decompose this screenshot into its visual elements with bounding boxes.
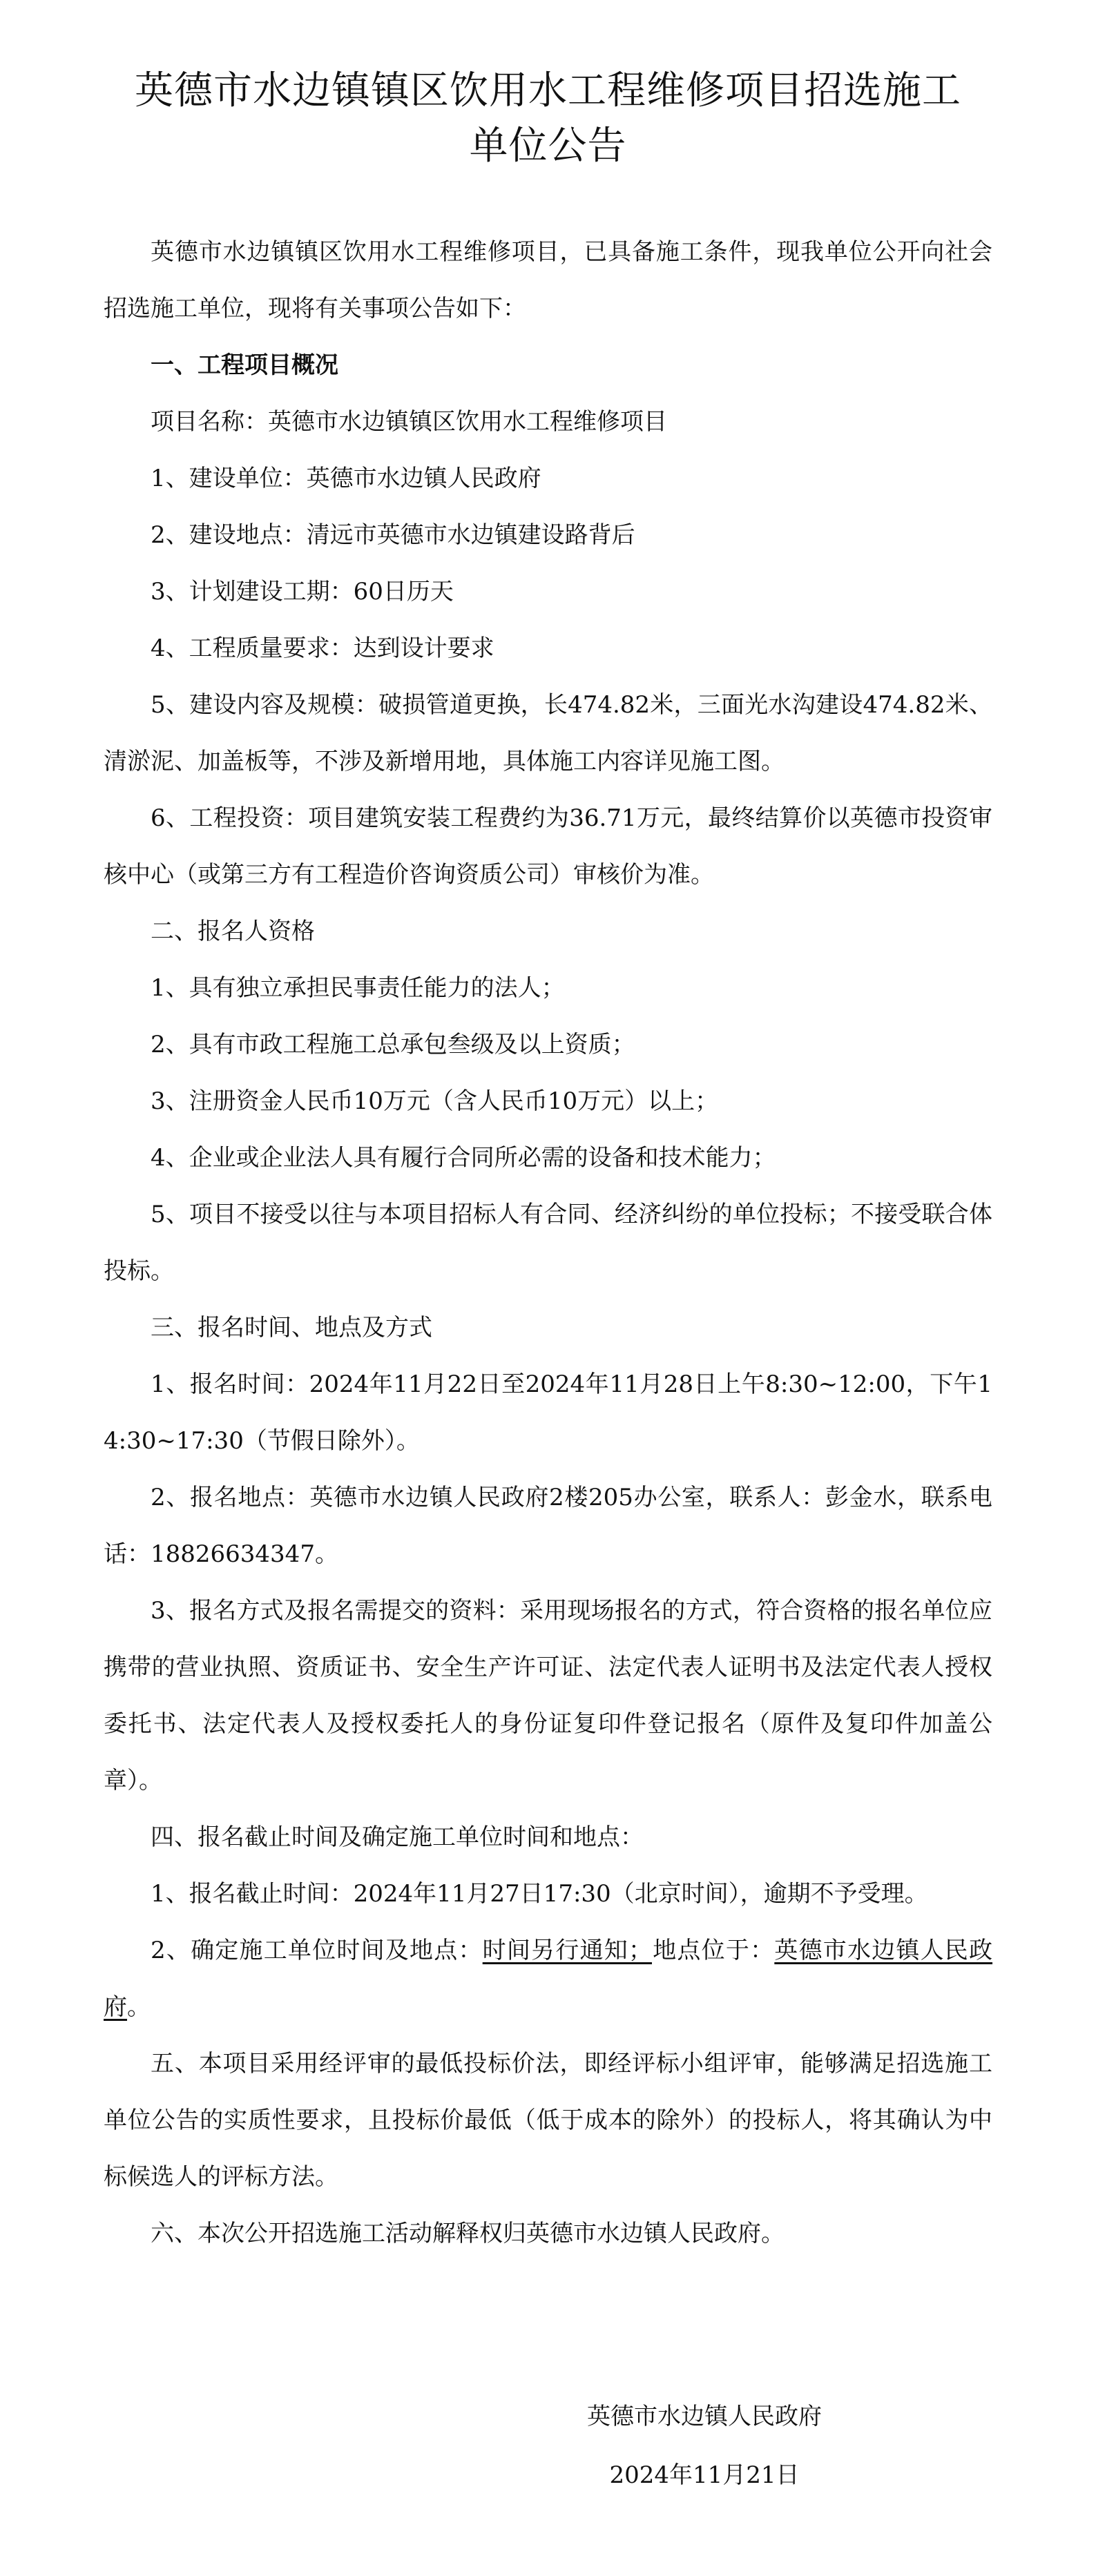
section-6-paragraph: 六、本次公开招选施工活动解释权归英德市水边镇人民政府。 [151,2220,785,2247]
signature-date: 2024年11月21日 [609,2461,800,2489]
registration-time: 1、报名时间：2024年11月22日至2024年11月28日上午8:30~12:00，下午14:30~17:30（节假日除外）。 [104,1371,992,1455]
page-title [104,64,992,174]
qualification-item: 1、具有独立承担民事责任能力的法人； [151,974,565,1002]
qualification-item: 2、具有市政工程施工总承包叁级及以上资质； [151,1031,635,1058]
determination-mid: 地点位于： [651,1937,775,1964]
determination-prefix: 2、确定施工单位时间及地点： [151,1937,483,1964]
qualification-item: 3、注册资金人民币10万元（含人民币10万元）以上； [151,1087,719,1115]
construction-unit: 1、建设单位：英德市水边镇人民政府 [151,465,541,492]
construction-site: 2、建设地点：清远市英德市水边镇建设路背后 [151,521,635,549]
registration-deadline: 1、报名截止时间：2024年11月27日17:30（北京时间），逾期不予受理。 [151,1880,928,1908]
section-5-paragraph: 五、本项目采用经评审的最低投标价法，即经评标小组评审，能够满足招选施工单位公告的实质性要求，且投标价最低（低于成本的除外）的投标人，将其确认为中标候选人的评标方法。 [104,2050,992,2191]
section-1-heading: 一、工程项目概况 [151,351,338,379]
title-line-2: 单位公告 [469,124,627,168]
intro-paragraph: 英德市水边镇镇区饮用水工程维修项目，已具备施工条件，现我单位公开向社会招选施工单位，现将有关事项公告如下： [104,238,992,322]
section-3-heading: 三、报名时间、地点及方式 [151,1314,432,1342]
determination-time: 时间另行通知； [482,1937,652,1964]
construction-scope: 5、建设内容及规模：破损管道更换，长474.82米，三面光水沟建设474.82米、清淤泥、加盖板等，不涉及新增用地，具体施工内容详见施工图。 [104,691,992,775]
signature-organization: 英德市水边镇人民政府 [587,2403,822,2430]
title-line-1: 英德市水边镇镇区饮用水工程维修项目招选施工 [135,68,961,113]
registration-method: 3、报名方式及报名需提交的资料：采用现场报名的方式，符合资格的报名单位应携带的营业执照、资质证书、安全生产许可证、法定代表人证明书及法定代表人授权委托书、法定代表人及授权委托人的身份证复印件登记报名（原件及复印件加盖公章）。 [104,1597,992,1794]
project-name: 项目名称：英德市水边镇镇区饮用水工程维修项目 [151,408,667,436]
section-4-heading: 四、报名截止时间及确定施工单位时间和地点： [151,1823,644,1851]
section-2-heading: 二、报名人资格 [151,918,315,945]
qualification-item: 5、项目不接受以往与本项目招标人有合同、经济纠纷的单位投标；不接受联合体投标。 [104,1201,992,1285]
determination-time-place [104,1922,992,2035]
determination-place: 英德市水边镇人民政府 [104,1937,993,2021]
determination-end: 。 [127,1993,151,2021]
registration-place: 2、报名地点：英德市水边镇人民政府2楼205办公室，联系人：彭金水，联系电话：18826634347。 [104,1484,992,1568]
project-investment: 6、工程投资：项目建筑安装工程费约为36.71万元，最终结算价以英德市投资审核中心（或第三方有工程造价咨询资质公司）审核价为准。 [104,804,992,889]
construction-period: 3、计划建设工期：60日历天 [151,578,454,606]
qualification-item: 4、企业或企业法人具有履行合同所必需的设备和技术能力； [151,1144,776,1172]
quality-requirement: 4、工程质量要求：达到设计要求 [151,635,494,662]
